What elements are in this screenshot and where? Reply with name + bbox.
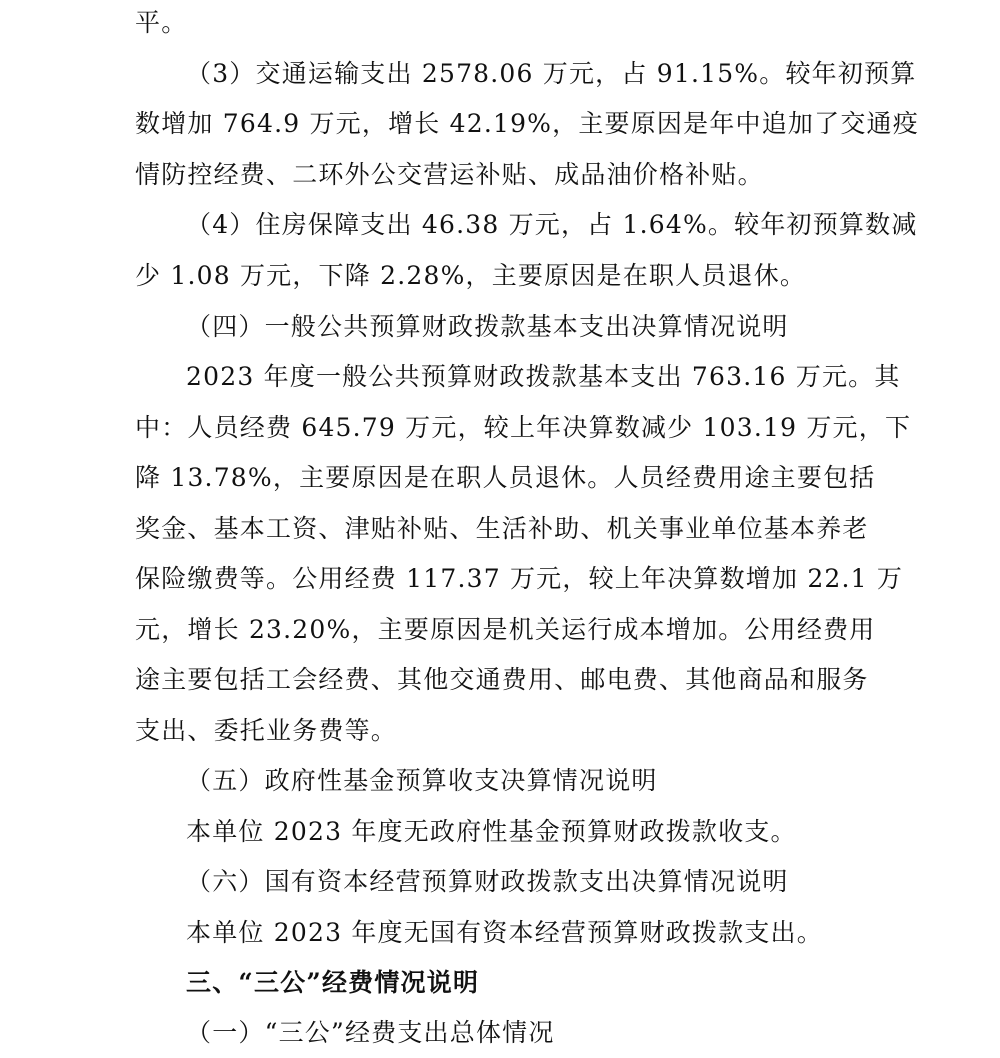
section-heading-1: （一）“三公”经费支出总体情况 [186,1018,555,1047]
text-line-15: 支出、委托业务费等。 [135,716,398,745]
text-line-1: 平。 [135,8,188,37]
text-line-13: 元，增长 23.20%，主要原因是机关运行成本增加。公用经费用 [135,615,876,644]
section-heading-6: （六）国有资本经营预算财政拨款支出决算情况说明 [186,867,789,896]
text-line-3: 数增加 764.9 万元，增长 42.19%，主要原因是年中追加了交通疫 [135,109,919,138]
text-line-5: （4）住房保障支出 46.38 万元，占 1.64%。较年初预算数减 [186,210,918,239]
text-line-9: 中：人员经费 645.79 万元，较上年决算数减少 103.19 万元，下 [135,413,912,442]
text-line-6: 少 1.08 万元，下降 2.28%，主要原因是在职人员退休。 [135,261,807,290]
chapter-heading-3: 三、“三公”经费情况说明 [186,968,480,997]
text-line-2: （3）交通运输支出 2578.06 万元，占 91.15%。较年初预算 [186,59,917,88]
text-line-11: 奖金、基本工资、津贴补贴、生活补助、机关事业单位基本养老 [135,514,869,543]
section-heading-4: （四）一般公共预算财政拨款基本支出决算情况说明 [186,312,789,341]
text-line-17: 本单位 2023 年度无政府性基金预算财政拨款收支。 [186,817,797,846]
text-line-12: 保险缴费等。公用经费 117.37 万元，较上年决算数增加 22.1 万 [135,564,904,593]
text-line-4: 情防控经费、二环外公交营运补贴、成品油价格补贴。 [135,160,764,189]
text-line-8: 2023 年度一般公共预算财政拨款基本支出 763.16 万元。其 [186,362,901,391]
text-line-19: 本单位 2023 年度无国有资本经营预算财政拨款支出。 [186,918,823,947]
text-line-14: 途主要包括工会经费、其他交通费用、邮电费、其他商品和服务 [135,665,869,694]
section-heading-5: （五）政府性基金预算收支决算情况说明 [186,766,658,795]
text-line-10: 降 13.78%，主要原因是在职人员退休。人员经费用途主要包括 [135,463,876,492]
